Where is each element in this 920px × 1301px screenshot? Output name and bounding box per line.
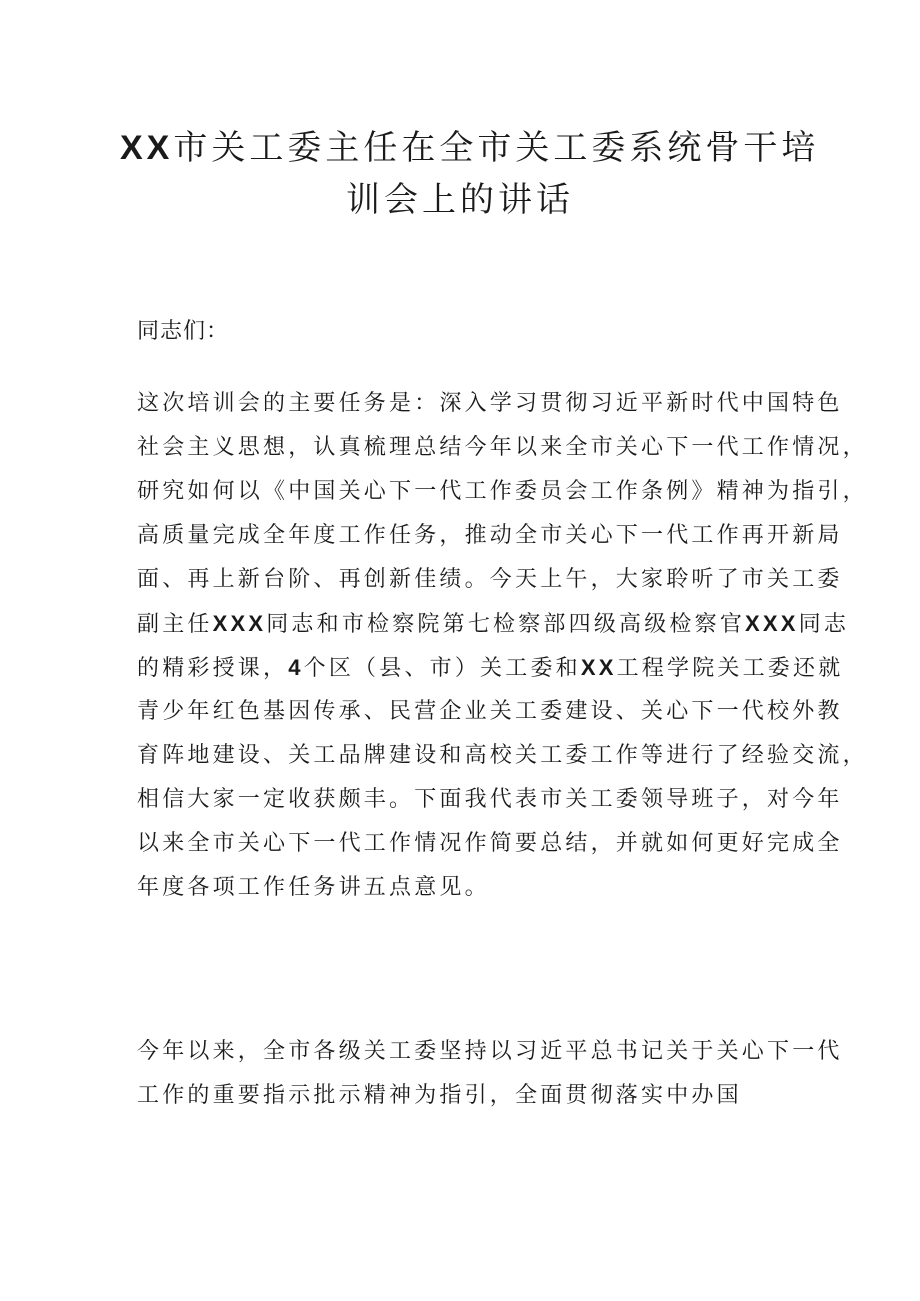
text-run: 年度各项工作任务讲五点意见。 (137, 875, 490, 900)
text-run: 青少年红色基因传承、民营企业关工委建设、关心下一代校外教 (137, 699, 843, 724)
text-run: 今年以来，全市各级关工委坚持以习近平总书记关于关心下一代 (137, 1039, 843, 1064)
text-run: 社会主义思想，认真梳理总结今年以来全市关心下一代工作情况， (137, 435, 868, 460)
paragraph-line (137, 602, 850, 646)
text-run: 这次培训会的主要任务是：深入学习贯彻习近平新时代中国特色 (137, 391, 843, 416)
title-line (120, 122, 820, 174)
paragraph-line (137, 734, 868, 778)
title-line (120, 174, 800, 226)
paragraph-line (137, 646, 844, 690)
text-run: 副主任 (137, 612, 213, 637)
document-title (120, 122, 820, 226)
text-run: 个区（县、市）关工委和 (303, 656, 581, 681)
text-run: 的精彩授课， (137, 656, 289, 681)
text-run: 高质量完成全年度工作任务，推动全市关心下一代工作再开新局 (137, 523, 843, 548)
title-text-bold: XX (120, 129, 174, 167)
text-run-bold: 4 (288, 655, 304, 680)
text-run-bold: XXX (212, 611, 267, 636)
text-run: 同志 (798, 612, 850, 637)
paragraph-line (137, 382, 843, 426)
paragraph-1 (137, 382, 868, 910)
paragraph-line (137, 822, 843, 866)
paragraph-line (137, 1030, 843, 1074)
paragraph-line (137, 470, 868, 514)
paragraph-line (137, 1074, 807, 1118)
paragraph-line (137, 426, 868, 470)
text-run: 研究如何以《中国关心下一代工作委员会工作条例》精神为指引， (137, 479, 868, 504)
text-run: 以来全市关心下一代工作情况作简要总结，并就如何更好完成全 (137, 831, 843, 856)
salutation: 同志们： (137, 319, 230, 344)
paragraph-line (137, 558, 843, 602)
text-run: 相信大家一定收获颇丰。下面我代表市关工委领导班子，对今年 (137, 787, 843, 812)
text-run-bold: XXX (745, 611, 799, 636)
text-run: 育阵地建设、关工品牌建设和高校关工委工作等进行了经验交流， (137, 743, 868, 768)
paragraph-line (137, 514, 843, 558)
title-text: 训会上的讲话 (346, 180, 574, 220)
text-run: 面、再上新台阶、再创新佳绩。今天上午，大家聆听了市关工委 (137, 567, 843, 592)
paragraph-line (137, 866, 807, 910)
paragraph-line (137, 690, 843, 734)
text-run: 同志和市检察院第七检察部四级高级检察官 (266, 612, 746, 637)
paragraph-line (137, 778, 843, 822)
text-run-bold: XX (580, 655, 617, 680)
text-run: 工作的重要指示批示精神为指引，全面贯彻落实中办国 (137, 1083, 742, 1108)
text-run: 工程学院关工委还就 (616, 656, 844, 681)
paragraph-2 (137, 1030, 843, 1118)
title-text: 市关工委主任在全市关工委系统骨干培 (173, 128, 820, 168)
